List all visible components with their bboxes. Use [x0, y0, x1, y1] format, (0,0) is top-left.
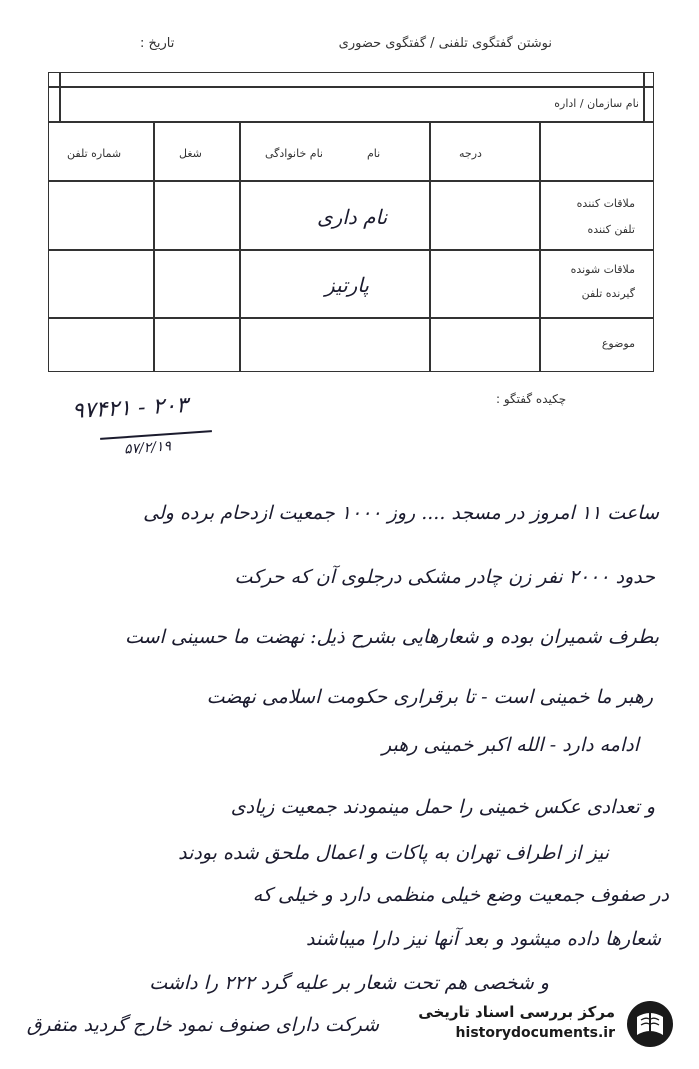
- org-row-divider: [49, 121, 653, 123]
- body-line: ادامه دارد - الله اکبر خمینی رهبر: [382, 734, 639, 756]
- col-phone: شماره تلفن: [67, 147, 122, 160]
- visited-name-handwritten: پارتیز: [325, 273, 369, 297]
- body-line: بطرف شمیران بوده و شعارهایی بشرح ذیل: نهضت ما حسینی است: [124, 626, 659, 648]
- col-family: نام خانوادگی: [265, 147, 323, 160]
- form-table: [48, 72, 654, 372]
- body-line: و شخصی هم تحت شعار بر علیه گرد ۲۲۲ را داشت: [149, 972, 549, 994]
- watermark-title: مرکز بررسی اسناد تاریخی: [418, 1003, 615, 1021]
- body-line: شعارها داده میشود و بعد آنها نیز دارا میباشند: [306, 928, 661, 950]
- visited-row-divider: [49, 317, 653, 319]
- visitor-row-divider: [49, 249, 653, 251]
- book-logo-icon: [625, 999, 675, 1049]
- body-line: شرکت دارای صنوف نمود خارج گردید متفرق: [26, 1014, 379, 1036]
- watermark: [377, 997, 677, 1051]
- watermark-url: historydocuments.ir: [455, 1025, 615, 1041]
- form-top-divider: [49, 86, 653, 88]
- subject-label: موضوع: [601, 337, 635, 350]
- visitor-name-handwritten: نام داری: [317, 205, 388, 229]
- body-line: نیز از اطراف تهران به پاکات و اعمال ملحق شده بودند: [178, 842, 609, 864]
- body-line: در صفوف جمعیت وضع خیلی منظمی دارد و خیلی که: [252, 884, 669, 906]
- org-label: نام سازمان / اداره: [554, 97, 639, 110]
- visitor-label-1: ملاقات کننده: [576, 197, 635, 210]
- body-line: و تعدادی عکس خمینی را حمل مینمودند جمعیت زیادی: [230, 796, 655, 818]
- form-header-title: نوشتن گفتگوی تلفنی / گفتگوی حضوری: [338, 36, 552, 51]
- summary-label: چکیده گفتگو :: [496, 392, 567, 406]
- document-date: ۵۷/۲/۱۹: [123, 438, 172, 458]
- col-rank: درجه: [459, 147, 482, 160]
- visited-label-2: گیرنده تلفن: [581, 287, 635, 300]
- col-name: نام: [367, 147, 381, 160]
- visitor-label-2: تلفن کننده: [587, 223, 635, 236]
- body-line: ساعت ۱۱ امروز در مسجد .... روز ۱۰۰۰ جمعیت ازدحام برده ولی: [143, 502, 659, 524]
- col-job: شغل: [179, 147, 202, 160]
- document-number: ۹۷۴۲۱ - ۲۰۳: [71, 392, 189, 425]
- body-line: حدود ۲۰۰۰ نفر زن چادر مشکی درجلوی آن که حرکت: [234, 566, 655, 588]
- visited-label-1: ملاقات شونده: [570, 263, 635, 276]
- number-underline: [100, 430, 212, 439]
- date-label: تاریخ :: [140, 36, 175, 51]
- body-line: رهبر ما خمینی است - تا برقراری حکومت اسلامی نهضت: [206, 686, 653, 708]
- header-row-divider: [49, 180, 653, 182]
